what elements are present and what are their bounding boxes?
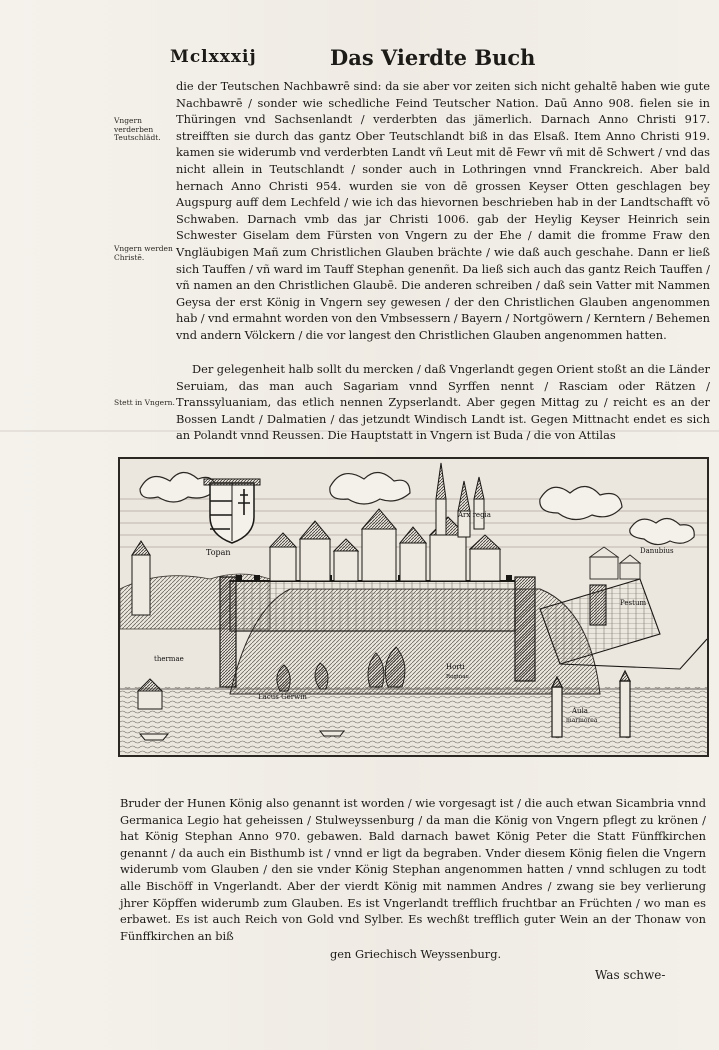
- label-horti: Horti: [446, 663, 465, 671]
- page-header: [170, 45, 570, 77]
- margin-note-invasions: Vngern verderben Teutschlädt.: [114, 116, 161, 142]
- folio-number: Mclxxxij: [170, 47, 257, 67]
- label-danubius: Danubius: [640, 547, 674, 555]
- woodcut-illustration: [120, 459, 707, 755]
- paragraph-geography: Der gelegenheit halb sollt du mercken / daß Vngerlandt gegen Orient stoßt an die Länder Seruiam, das man auch Sagariam vnnd Syrffen nennt / Rasciam oder Rätzen / Transsyluaniam, das etlich nennen Zypserlandt. Aber gegen Mittag zu / reicht es an der Bossen Landt / Dalmatien / das jetzundt Windisch Landt ist. Gegen Mittnacht endet es sich an Polandt vnnd Reussen. Die Hauptstatt in Vngern ist Buda / die von Attilas: [176, 362, 710, 443]
- paragraph-kings: Bruder der Hunen König also genannt ist worden / wie vorgesagt ist / die auch etwan Sicambria vnnd Germanica Legio hat geheissen / Stulweyssenburg / da man die König von Vngern pflegt zu krönen / hat König Stephan Anno 970. gebawen. Bald darnach bawet König Peter die Statt Fünffkirchen genannt / da auch ein Bisthumb ist / vnnd er ligt da begraben. Vnder diesem König fielen die Vngern widerumb vom Glauben / den sie vnder König Stephan angenommen hatten / vnnd schlugen zu todt alle Bischöff in Vngerlandt. Aber der vierdt König mit nammen Andres / zwang sie bey verlierung jhrer Köpffen widerumb zum Glauben. Es ist Vngerlandt trefflich fruchtbar an Früchten / wo man es erbawet. Es ist auch Reich von Gold vnd Sylber. Es wechßt trefflich guter Wein an der Thonaw von Fünffkirchen an biß: [120, 796, 706, 943]
- label-pestum: Pestum: [620, 599, 647, 607]
- woodcut-view-of-buda: [118, 457, 709, 757]
- margin-note-conversion: Vngern werden Christē.: [114, 244, 173, 262]
- paragraph-history: die der Teutschen Nachbawrē sind: da sie aber vor zeiten sich nicht gehaltē haben wie gute Nachbawrē / sonder wie schedliche Feind Teutscher Nation. Daū Anno 908. fielen sie in Thüringen vnd Sachsenlandt / verderbten das jämerlich. Darnach Anno Christi 917. streifften sie durch das gantz Ober Teutschlandt biß in das Elsaß. Item Anno Christi 919. kamen sie widerumb vnd verderbten Landt vñ Leut mit dē Fewr vñ mit dē Schwert / vnd das nicht allein in Teutschlandt / sonder auch in Lothringen vnnd Franckreich. Aber bald hernach Anno Christi 954. wurden sie von dē grossen Keyser Otten geschlagen bey Augspurg auff dem Lechfeld / wie ich das hievornen beschrieben hab in der Landtschafft vō Schwaben. Darnach vmb das jar Christi 1006. gab der Heylig Keyser Heinrich sein Schwester Giselam dem Fürsten von Vngern zu der Ehe / damit die fromme Fraw den Vngläubigen Mañ zum Christlichen Glauben brächte / wie daß auch geschahe. Dann er ließ sich Tauffen / vñ ward im Tauff Stephan genenñt. Da ließ sich auch das gantz Reich Tauffen / vñ namen an den Christlichen Glaubē. Die anderen schreiben / daß sein Vatter mit Nammen Geysa der erst König in Vngern sey gewesen / der den Christlichen Glauben angenommen hab / vnd ermahnt worden von den Vmbsessern / Bayern / Nortgöwern / Kerntern / Behemen vnd andern Völckern / die vor langest den Christlichen Glauben angenommen hatten.: [176, 79, 710, 342]
- label-aula: Aula: [572, 707, 588, 715]
- margin-note-cities: Stett in Vngern.: [114, 398, 175, 407]
- label-aula-sub: marmorea: [566, 717, 598, 724]
- label-horti-sub: Reginae: [446, 674, 469, 680]
- label-lacus: Lacus Gerwin: [258, 693, 307, 701]
- label-arx-regia: Arx regia: [458, 511, 491, 519]
- danube-river: [120, 687, 707, 755]
- book-title: Das Vierdte Buch: [330, 45, 536, 70]
- catchword: Was schwe-: [595, 968, 666, 982]
- label-thermae: thermae: [154, 655, 184, 663]
- label-topan: Topan: [206, 548, 231, 557]
- closing-line: gen Griechisch Weyssenburg.: [330, 947, 502, 961]
